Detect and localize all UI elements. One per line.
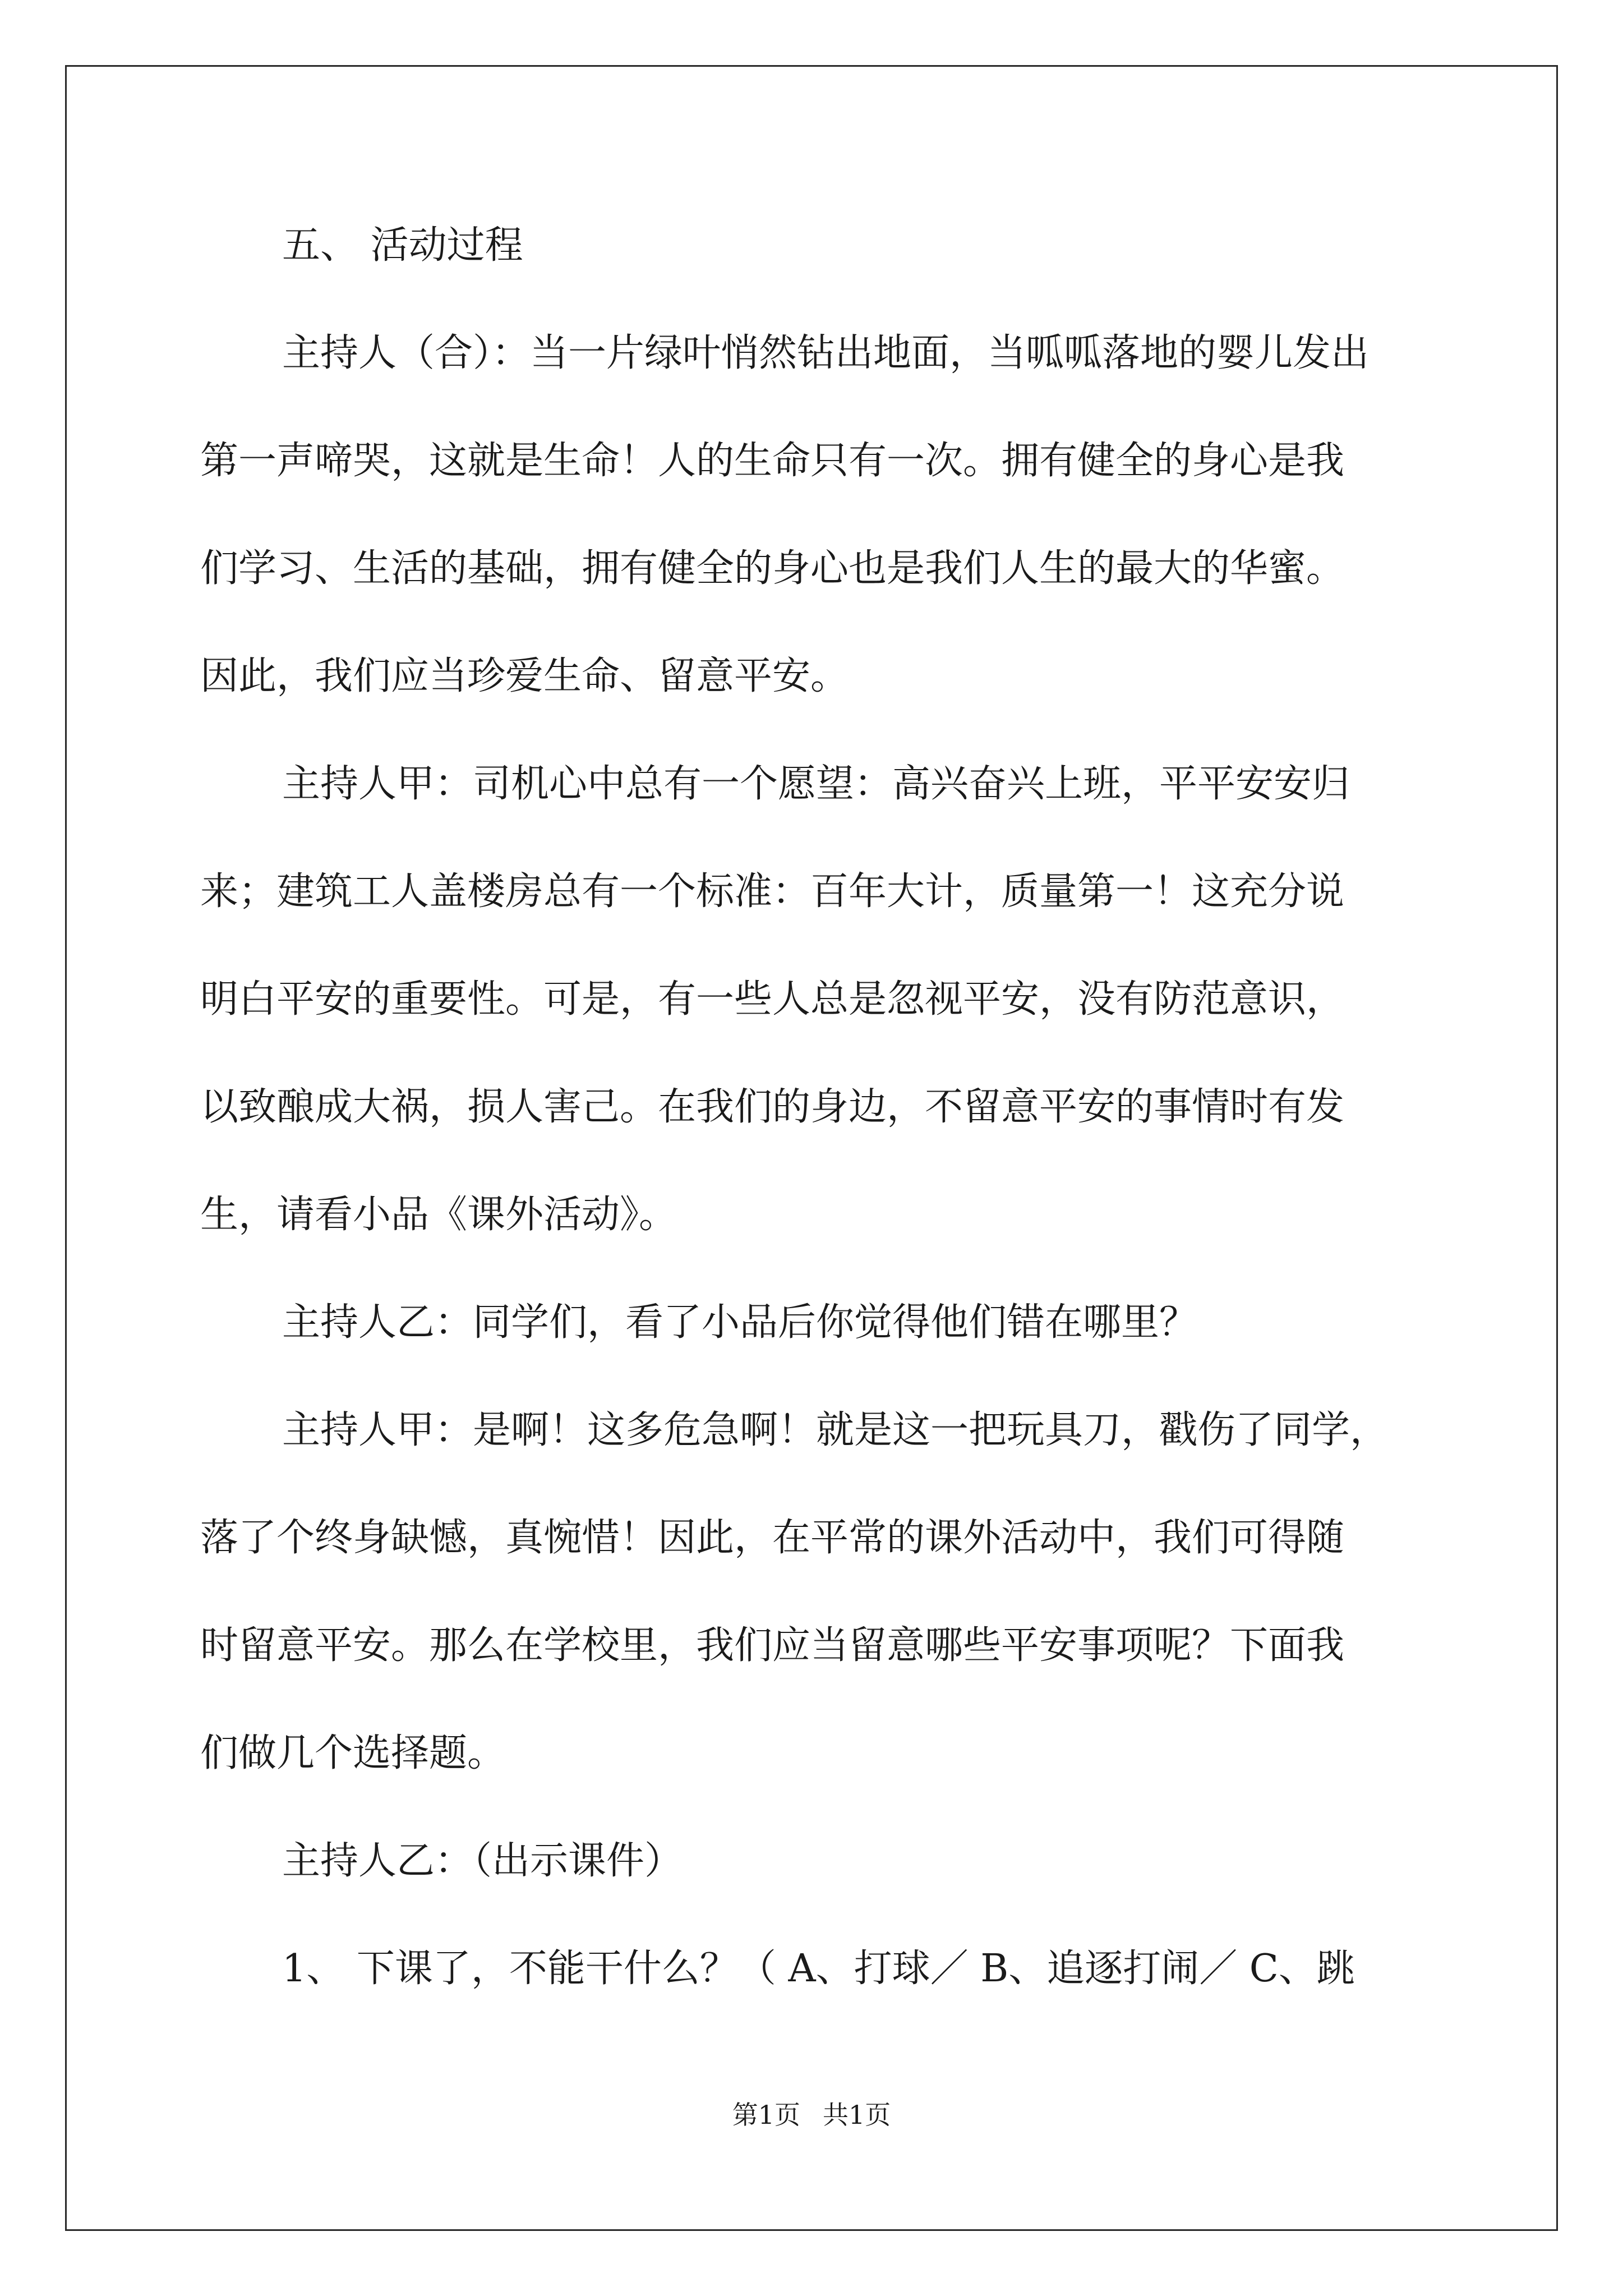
text-line: 主持人甲：是啊！这多危急啊！就是这一把玩具刀，戳伤了同学， bbox=[282, 1408, 1389, 1452]
text-line: 们做几个选择题。 bbox=[200, 1731, 506, 1775]
text-line: 明白平安的重要性。可是，有一些人总是忽视平安，没有防范意识， bbox=[200, 977, 1345, 1022]
page-current-label: 第1页 bbox=[732, 2100, 800, 2130]
section-heading: 五、 活动过程 bbox=[282, 223, 523, 268]
text-line: 主持人乙：（出示课件） bbox=[282, 1839, 683, 1883]
text-line: 主持人乙：同学们，看了小品后你觉得他们错在哪里？ bbox=[282, 1300, 1198, 1345]
document-body bbox=[200, 219, 1434, 2050]
text-line: 1、 下课了，不能干什么？（ A、打球／ B、追逐打闹／ C、跳 bbox=[282, 1947, 1355, 1991]
text-line: 时留意平安。那么在学校里，我们应当留意哪些平安事项呢？下面我 bbox=[200, 1623, 1345, 1668]
text-line: 们学习、生活的基础，拥有健全的身心也是我们人生的最大的华蜜。 bbox=[200, 546, 1345, 591]
text-line: 主持人甲：司机心中总有一个愿望：高兴奋兴上班，平平安安归 bbox=[282, 762, 1350, 806]
text-line: 来；建筑工人盖楼房总有一个标准：百年大计，质量第一！这充分说 bbox=[200, 869, 1345, 914]
text-line: 因此，我们应当珍爱生命、留意平安。 bbox=[200, 654, 849, 698]
text-line: 第一声啼哭，这就是生命！人的生命只有一次。拥有健全的身心是我 bbox=[200, 439, 1345, 483]
text-line: 落了个终身缺憾，真惋惜！因此，在平常的课外活动中，我们可得随 bbox=[200, 1516, 1345, 1560]
page-total-label: 共1页 bbox=[823, 2100, 891, 2130]
text-line: 以致酿成大祸，损人害己。在我们的身边，不留意平安的事情时有发 bbox=[200, 1085, 1345, 1129]
text-line: 生，请看小品《课外活动》。 bbox=[200, 1193, 677, 1237]
text-line: 主持人（合）：当一片绿叶悄然钻出地面，当呱呱落地的婴儿发出 bbox=[282, 331, 1370, 375]
page-footer bbox=[0, 2098, 1623, 2132]
